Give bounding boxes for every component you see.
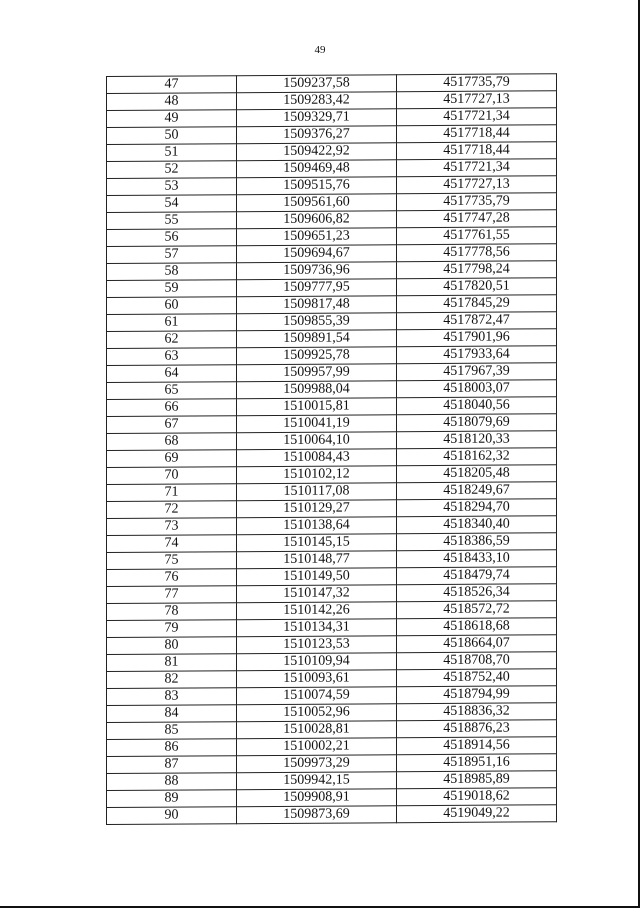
table-body: [107, 74, 557, 825]
point-number-cell: 47: [107, 76, 237, 94]
point-number-cell: 73: [107, 518, 237, 536]
y-coordinate-cell: 4518708,70: [397, 652, 557, 670]
table-row: [107, 754, 557, 774]
y-coordinate-cell: 4518079,69: [397, 414, 557, 432]
table-row: [107, 176, 557, 196]
table-row: [107, 652, 557, 672]
coordinates-table-container: [106, 73, 556, 825]
x-coordinate-cell: 1510074,59: [237, 687, 397, 705]
table-row: [107, 380, 557, 400]
point-number-cell: 75: [107, 552, 237, 570]
y-coordinate-cell: 4518003,07: [397, 380, 557, 398]
point-number-cell: 62: [107, 331, 237, 349]
x-coordinate-cell: 1510148,77: [237, 551, 397, 569]
y-coordinate-cell: 4517820,51: [397, 278, 557, 296]
x-coordinate-cell: 1509329,71: [237, 109, 397, 127]
point-number-cell: 66: [107, 399, 237, 417]
table-row: [107, 108, 557, 128]
x-coordinate-cell: 1510015,81: [237, 398, 397, 416]
table-row: [107, 686, 557, 706]
point-number-cell: 74: [107, 535, 237, 553]
point-number-cell: 53: [107, 178, 237, 196]
x-coordinate-cell: 1509942,15: [237, 772, 397, 790]
point-number-cell: 58: [107, 263, 237, 281]
y-coordinate-cell: 4517967,39: [397, 363, 557, 381]
table-row: [107, 261, 557, 281]
point-number-cell: 80: [107, 637, 237, 655]
y-coordinate-cell: 4517727,13: [397, 176, 557, 194]
point-number-cell: 52: [107, 161, 237, 179]
page-number: 49: [314, 44, 326, 56]
point-number-cell: 50: [107, 127, 237, 145]
table-row: [107, 91, 557, 111]
table-row: [107, 465, 557, 485]
x-coordinate-cell: 1509973,29: [237, 755, 397, 773]
point-number-cell: 69: [107, 450, 237, 468]
y-coordinate-cell: 4518205,48: [397, 465, 557, 483]
y-coordinate-cell: 4518618,68: [397, 618, 557, 636]
point-number-cell: 76: [107, 569, 237, 587]
table-row: [107, 346, 557, 366]
x-coordinate-cell: 1509817,48: [237, 296, 397, 314]
table-row: [107, 448, 557, 468]
table-row: [107, 618, 557, 638]
y-coordinate-cell: 4518162,32: [397, 448, 557, 466]
point-number-cell: 61: [107, 314, 237, 332]
point-number-cell: 60: [107, 297, 237, 315]
y-coordinate-cell: 4517718,44: [397, 142, 557, 160]
y-coordinate-cell: 4518664,07: [397, 635, 557, 653]
table-row: [107, 312, 557, 332]
point-number-cell: 67: [107, 416, 237, 434]
point-number-cell: 56: [107, 229, 237, 247]
y-coordinate-cell: 4517721,34: [397, 159, 557, 177]
x-coordinate-cell: 1510093,61: [237, 670, 397, 688]
table-row: [107, 295, 557, 315]
y-coordinate-cell: 4518951,16: [397, 754, 557, 772]
table-row: [107, 499, 557, 519]
y-coordinate-cell: 4517778,56: [397, 244, 557, 262]
y-coordinate-cell: 4518876,23: [397, 720, 557, 738]
x-coordinate-cell: 1510084,43: [237, 449, 397, 467]
table-row: [107, 227, 557, 247]
x-coordinate-cell: 1509855,39: [237, 313, 397, 331]
y-coordinate-cell: 4517872,47: [397, 312, 557, 330]
point-number-cell: 81: [107, 654, 237, 672]
y-coordinate-cell: 4518752,40: [397, 669, 557, 687]
x-coordinate-cell: 1509606,82: [237, 211, 397, 229]
point-number-cell: 63: [107, 348, 237, 366]
point-number-cell: 57: [107, 246, 237, 264]
table-row: [107, 210, 557, 230]
table-row: [107, 159, 557, 179]
x-coordinate-cell: 1509957,99: [237, 364, 397, 382]
table-row: [107, 720, 557, 740]
y-coordinate-cell: 4518249,67: [397, 482, 557, 500]
y-coordinate-cell: 4517798,24: [397, 261, 557, 279]
table-row: [107, 397, 557, 417]
x-coordinate-cell: 1509561,60: [237, 194, 397, 212]
x-coordinate-cell: 1509891,54: [237, 330, 397, 348]
point-number-cell: 89: [107, 790, 237, 808]
point-number-cell: 48: [107, 93, 237, 111]
table-row: [107, 601, 557, 621]
coordinates-table: [106, 73, 557, 825]
y-coordinate-cell: 4517727,13: [397, 91, 557, 109]
point-number-cell: 77: [107, 586, 237, 604]
x-coordinate-cell: 1510052,96: [237, 704, 397, 722]
y-coordinate-cell: 4518526,34: [397, 584, 557, 602]
y-coordinate-cell: 4517735,79: [397, 193, 557, 211]
point-number-cell: 78: [107, 603, 237, 621]
x-coordinate-cell: 1510123,53: [237, 636, 397, 654]
y-coordinate-cell: 4518386,59: [397, 533, 557, 551]
point-number-cell: 72: [107, 501, 237, 519]
point-number-cell: 83: [107, 688, 237, 706]
y-coordinate-cell: 4518479,74: [397, 567, 557, 585]
table-row: [107, 142, 557, 162]
x-coordinate-cell: 1509736,96: [237, 262, 397, 280]
point-number-cell: 87: [107, 756, 237, 774]
table-row: [107, 737, 557, 757]
x-coordinate-cell: 1509469,48: [237, 160, 397, 178]
x-coordinate-cell: 1510134,31: [237, 619, 397, 637]
x-coordinate-cell: 1510102,12: [237, 466, 397, 484]
point-number-cell: 49: [107, 110, 237, 128]
x-coordinate-cell: 1509422,92: [237, 143, 397, 161]
table-row: [107, 329, 557, 349]
y-coordinate-cell: 4519049,22: [397, 805, 557, 823]
y-coordinate-cell: 4517761,55: [397, 227, 557, 245]
y-coordinate-cell: 4518433,10: [397, 550, 557, 568]
x-coordinate-cell: 1510147,32: [237, 585, 397, 603]
table-row: [107, 584, 557, 604]
table-row: [107, 482, 557, 502]
point-number-cell: 88: [107, 773, 237, 791]
table-row: [107, 414, 557, 434]
x-coordinate-cell: 1510028,81: [237, 721, 397, 739]
point-number-cell: 54: [107, 195, 237, 213]
table-row: [107, 193, 557, 213]
y-coordinate-cell: 4519018,62: [397, 788, 557, 806]
table-row: [107, 567, 557, 587]
y-coordinate-cell: 4517718,44: [397, 125, 557, 143]
table-row: [107, 703, 557, 723]
x-coordinate-cell: 1510142,26: [237, 602, 397, 620]
y-coordinate-cell: 4517845,29: [397, 295, 557, 313]
point-number-cell: 55: [107, 212, 237, 230]
x-coordinate-cell: 1509925,78: [237, 347, 397, 365]
point-number-cell: 68: [107, 433, 237, 451]
point-number-cell: 79: [107, 620, 237, 638]
x-coordinate-cell: 1510109,94: [237, 653, 397, 671]
x-coordinate-cell: 1510149,50: [237, 568, 397, 586]
point-number-cell: 84: [107, 705, 237, 723]
y-coordinate-cell: 4518340,40: [397, 516, 557, 534]
x-coordinate-cell: 1509873,69: [237, 806, 397, 824]
point-number-cell: 85: [107, 722, 237, 740]
point-number-cell: 59: [107, 280, 237, 298]
table-row: [107, 363, 557, 383]
x-coordinate-cell: 1509988,04: [237, 381, 397, 399]
x-coordinate-cell: 1510117,08: [237, 483, 397, 501]
y-coordinate-cell: 4517721,34: [397, 108, 557, 126]
table-row: [107, 771, 557, 791]
point-number-cell: 70: [107, 467, 237, 485]
y-coordinate-cell: 4518294,70: [397, 499, 557, 517]
y-coordinate-cell: 4518572,72: [397, 601, 557, 619]
x-coordinate-cell: 1509777,95: [237, 279, 397, 297]
point-number-cell: 86: [107, 739, 237, 757]
table-row: [107, 278, 557, 298]
table-row: [107, 74, 557, 94]
table-row: [107, 431, 557, 451]
y-coordinate-cell: 4517901,96: [397, 329, 557, 347]
x-coordinate-cell: 1509283,42: [237, 92, 397, 110]
y-coordinate-cell: 4518836,32: [397, 703, 557, 721]
y-coordinate-cell: 4518794,99: [397, 686, 557, 704]
y-coordinate-cell: 4517747,28: [397, 210, 557, 228]
x-coordinate-cell: 1509694,67: [237, 245, 397, 263]
point-number-cell: 65: [107, 382, 237, 400]
point-number-cell: 64: [107, 365, 237, 383]
table-row: [107, 805, 557, 825]
x-coordinate-cell: 1510002,21: [237, 738, 397, 756]
x-coordinate-cell: 1510129,27: [237, 500, 397, 518]
point-number-cell: 51: [107, 144, 237, 162]
table-row: [107, 244, 557, 264]
y-coordinate-cell: 4517735,79: [397, 74, 557, 92]
y-coordinate-cell: 4518040,56: [397, 397, 557, 415]
table-row: [107, 125, 557, 145]
table-row: [107, 788, 557, 808]
x-coordinate-cell: 1510138,64: [237, 517, 397, 535]
x-coordinate-cell: 1510064,10: [237, 432, 397, 450]
point-number-cell: 82: [107, 671, 237, 689]
y-coordinate-cell: 4517933,64: [397, 346, 557, 364]
x-coordinate-cell: 1509908,91: [237, 789, 397, 807]
x-coordinate-cell: 1510041,19: [237, 415, 397, 433]
table-row: [107, 516, 557, 536]
x-coordinate-cell: 1509376,27: [237, 126, 397, 144]
table-row: [107, 550, 557, 570]
point-number-cell: 71: [107, 484, 237, 502]
table-row: [107, 669, 557, 689]
x-coordinate-cell: 1509515,76: [237, 177, 397, 195]
x-coordinate-cell: 1509237,58: [237, 75, 397, 93]
x-coordinate-cell: 1510145,15: [237, 534, 397, 552]
point-number-cell: 90: [107, 807, 237, 825]
y-coordinate-cell: 4518120,33: [397, 431, 557, 449]
x-coordinate-cell: 1509651,23: [237, 228, 397, 246]
y-coordinate-cell: 4518914,56: [397, 737, 557, 755]
table-row: [107, 533, 557, 553]
y-coordinate-cell: 4518985,89: [397, 771, 557, 789]
table-row: [107, 635, 557, 655]
